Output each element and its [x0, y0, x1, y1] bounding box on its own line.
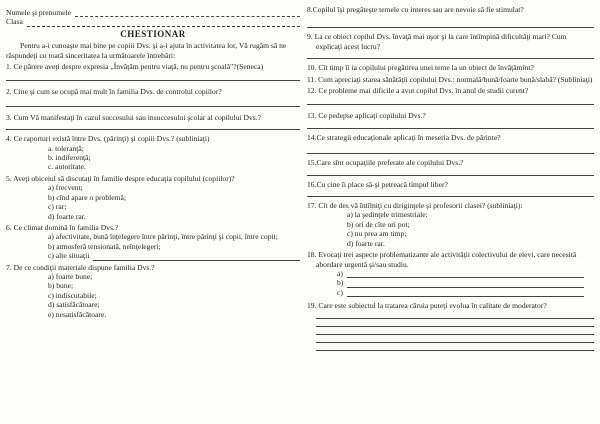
name-field-row — [6, 8, 300, 17]
q18-label-c: c) — [337, 287, 343, 297]
answer-line-q12[interactable] — [307, 97, 594, 105]
question-5: 5. Aveţi obiceiul să discutaţi în familie despre educaţia copilului (copiilor)? — [6, 173, 235, 183]
question-10: 10. Cît timp îi ia copilului pregătirea unei teme la un obiect de învăţămînt? — [307, 63, 534, 73]
option-q17-d[interactable]: d) foarte rar. — [347, 238, 385, 248]
left-column — [6, 8, 300, 319]
q18-row-a — [307, 269, 594, 278]
question-11: 11. Cum apreciaţi starea sănătăţii copilului Dvs.: normală/bună/foarte bună/slabă? (Subliniaţi) — [307, 74, 593, 84]
question-13: 13. Ce pedepse aplicaţi copilului Dvs.? — [307, 111, 426, 121]
option-q6-c[interactable]: c) alte situaţii — [48, 251, 90, 261]
question-6: 6. Ce climat domină în familia Dvs.? — [6, 222, 119, 232]
answer-lines-q19 — [316, 311, 594, 351]
option-q6-a[interactable]: a) afectivitate, bună înţelegere între părinţi, între părinţi şi copii, între copii; — [48, 232, 278, 242]
question-8: 8.Copilul îşi pregăteşte temele cu interes sau are nevoie să fie stimulat? — [307, 5, 524, 14]
answer-line-q19-4[interactable] — [316, 335, 594, 343]
answer-line-q2[interactable] — [6, 99, 300, 107]
question-2: 2. Cine şi cum se ocupă mai mult în familia Dvs. de controlul copiilor? — [6, 87, 222, 97]
answer-line-q19-2[interactable] — [316, 319, 594, 327]
answer-line-q15[interactable] — [307, 168, 594, 176]
answer-line-q18-a[interactable] — [347, 270, 584, 278]
option-q17-b[interactable]: b) ori de cîte ori pot; — [347, 219, 410, 229]
option-q4-c[interactable]: c. autoritate. — [48, 162, 86, 172]
question-17: 17. Cît de des vă întîlniţi cu diriginţele şi profesorii clasei? (subliniaţi): — [307, 201, 523, 211]
option-q5-b[interactable]: b) cînd apare o problemă; — [48, 192, 127, 202]
q18-row-b — [307, 278, 594, 287]
q18-row-c — [307, 288, 594, 297]
question-19: 19. Care este subiectul la tratarea căruia puteţi evolua în calitate de moderator? — [307, 301, 547, 311]
option-q5-c[interactable]: c) rar; — [48, 202, 67, 212]
question-9: 9. La ce obiect copilul Dvs. învaţă mai uşor şi la care întîmpină dificultăţi mari? Cum explicaţi acest lucru? — [307, 32, 567, 51]
question-18: 18. Evocaţi trei aspecte problematizante ale activităţii colectivului de elevi, care necesită abordare urgentă şi/sau studiu. — [307, 250, 577, 269]
answer-line-q3[interactable] — [6, 122, 300, 130]
question-12: 12. Ce probleme mai dificile a avut copilul Dvs. în anul de studii curent? — [307, 86, 529, 96]
answer-line-q8[interactable] — [307, 20, 594, 28]
option-q17-a[interactable]: a) la şedinţele trimestriale; — [347, 210, 428, 220]
name-input-line[interactable] — [75, 9, 300, 17]
answer-line-q16[interactable] — [307, 189, 594, 197]
answer-line-q18-c[interactable] — [347, 289, 584, 297]
answer-line-q6-other[interactable] — [93, 253, 300, 261]
page-title: CHESTIONAR — [120, 28, 186, 39]
option-q4-a[interactable]: a. toleranţă; — [48, 143, 84, 153]
options-q4 — [6, 144, 300, 172]
option-q4-b[interactable]: b. indiferenţă; — [48, 153, 91, 163]
question-7: 7. De ce condiţii materiale dispune familia Dvs.? — [6, 262, 155, 272]
option-q5-a[interactable]: a) frecvent; — [48, 183, 83, 193]
question-14: 14.Ce strategii educaţionale aplicaţi în meseria Dvs. de părinte? — [307, 132, 501, 142]
answer-line-q19-5[interactable] — [316, 343, 594, 351]
option-q7-a[interactable]: a) foarte bune; — [48, 271, 93, 281]
class-field-row — [6, 17, 300, 26]
answer-line-q13[interactable] — [307, 121, 594, 129]
options-q17 — [307, 210, 594, 248]
right-column — [307, 5, 594, 351]
q18-label-b: b) — [337, 278, 344, 288]
answer-line-q18-b[interactable] — [347, 280, 584, 288]
q18-label-a: a) — [337, 268, 343, 278]
options-q7 — [6, 272, 300, 319]
option-q6-c-row — [48, 251, 300, 260]
class-label: Clasa — [6, 17, 23, 27]
question-1: 1. Ce părere aveţi despre expresia „Învăţăm pentru viaţă, nu pentru şcoală"?(Seneca) — [6, 62, 264, 72]
answer-line-q14[interactable] — [307, 146, 594, 154]
question-4: 4. Ce raporturi există între Dvs. (părinţi) şi copiii Dvs.? (subliniaţi) — [6, 134, 210, 144]
option-q7-b[interactable]: b) bune; — [48, 281, 74, 291]
options-q6 — [6, 232, 300, 260]
option-q5-d[interactable]: d) foarte rar. — [48, 211, 86, 221]
answer-line-q19-3[interactable] — [316, 327, 594, 335]
options-q5 — [6, 183, 300, 221]
intro-text: Pentru a-i cunoaşte mai bine pe copiii Dvs. şi a-i ajuta în activitatea lor, Vă rugăm să ne răspundeţi cu toată sinceritatea la următoarele întrebări: — [6, 41, 287, 60]
question-15: 15.Care sînt ocupaţiile preferate ale copilului Dvs.? — [307, 158, 464, 168]
answer-line-q19-1[interactable] — [316, 311, 594, 319]
answer-line-q9[interactable] — [307, 51, 594, 59]
option-q7-e[interactable]: e) nesatisfăcătoare. — [48, 309, 107, 319]
option-q17-c[interactable]: c) nu prea am timp; — [347, 229, 407, 239]
name-label: Numele şi prenumele — [6, 8, 71, 17]
class-input-line[interactable] — [27, 19, 300, 27]
question-16: 16.Cu cine îi place să-şi petreacă timpul liber? — [307, 179, 448, 189]
answer-line-q1[interactable] — [6, 73, 300, 81]
option-q7-c[interactable]: c) indiscutabile; — [48, 290, 97, 300]
question-3: 3. Cum Vă manifestaţi în cazul succesului sau insuccesului şcolar al copilului Dvs.? — [6, 112, 262, 122]
option-q7-d[interactable]: d) satisfăcătoare; — [48, 300, 100, 310]
option-q6-b[interactable]: b) atmosferă tensionată, neînţelegeri; — [48, 241, 161, 251]
